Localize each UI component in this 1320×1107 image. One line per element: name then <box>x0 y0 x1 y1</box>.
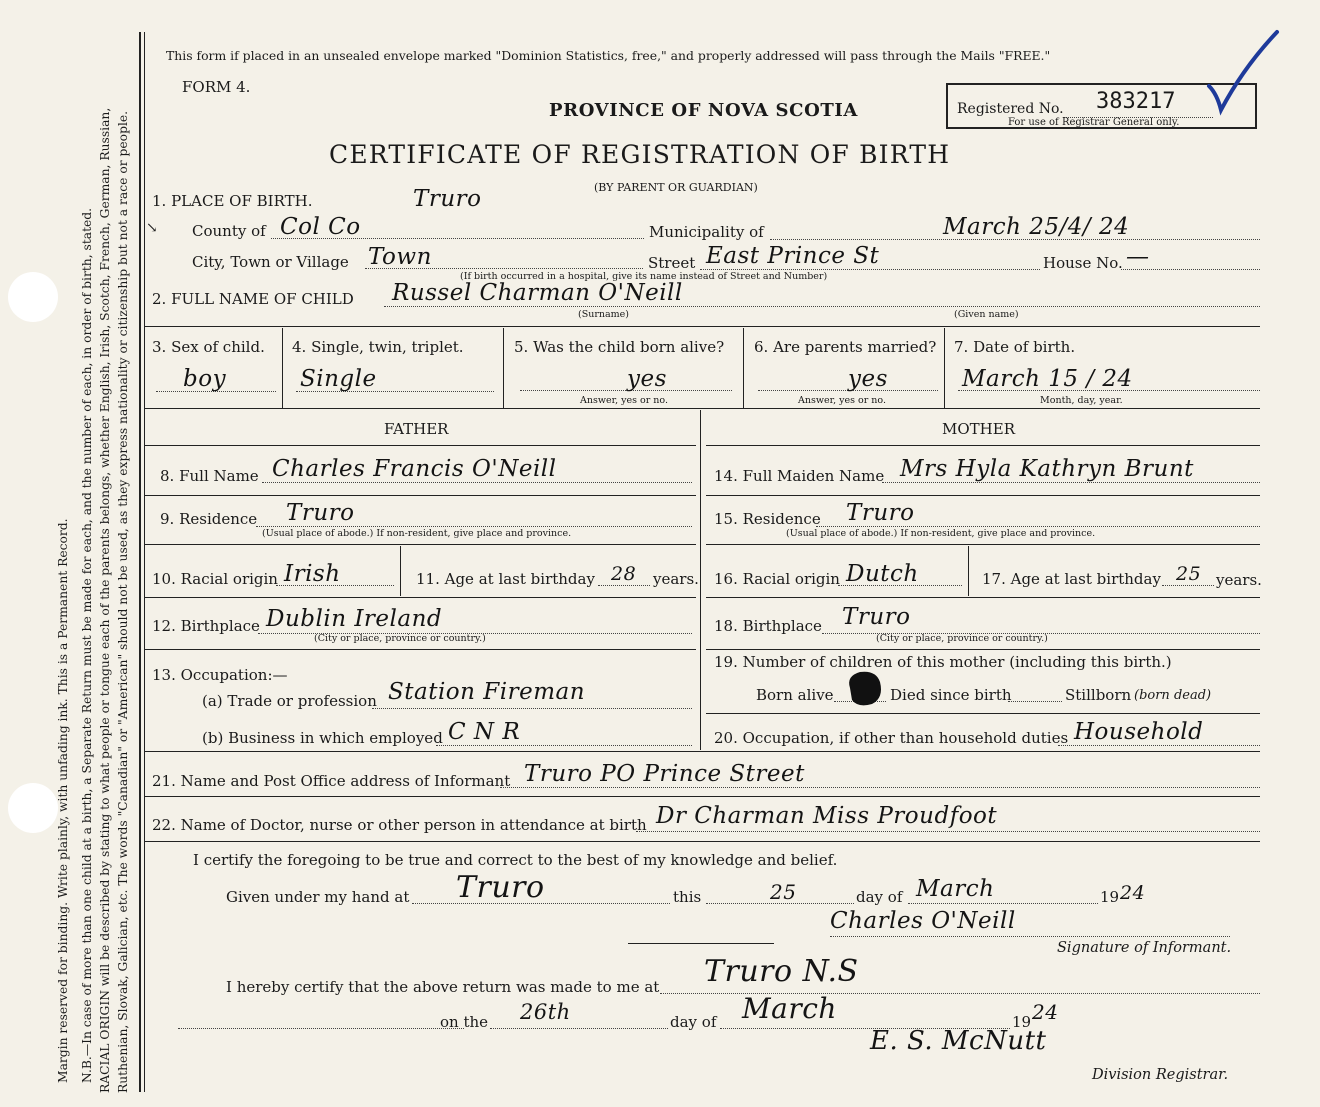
check-mark <box>1203 28 1283 118</box>
father-birthplace-note: (City or place, province or country.) <box>314 633 486 644</box>
father-trade-label: (a) Trade or profession <box>202 692 377 710</box>
day-of-label: day of <box>856 888 903 906</box>
mother-birthplace-note: (City or place, province or country.) <box>876 633 1048 644</box>
born-alive-label: 5. Was the child born alive? <box>514 338 725 356</box>
parents-married-label: 6. Are parents married? <box>754 338 937 356</box>
born-alive-note: Answer, yes or no. <box>580 395 669 406</box>
registration-year-prefix: 19 <box>1012 1013 1032 1031</box>
mother-birthplace-value: Truro <box>842 604 911 630</box>
mother-residence-value: Truro <box>846 500 915 526</box>
date-of-birth-note: Month, day, year. <box>1040 395 1123 406</box>
mother-birthplace-label: 18. Birthplace <box>714 617 822 635</box>
father-heading: FATHER <box>384 420 449 438</box>
father-business-value: C N R <box>448 719 521 745</box>
father-racial-label: 10. Racial origin <box>152 570 278 588</box>
attendant-label: 22. Name of Doctor, nurse or other person in attendance at birth <box>152 816 647 834</box>
surname-note: (Surname) <box>578 309 629 320</box>
mother-residence-label: 15. Residence <box>714 510 821 528</box>
born-alive-count-label: Born alive <box>756 686 834 704</box>
tick-mark: ↘ <box>146 220 158 236</box>
died-since-birth-label: Died since birth <box>890 686 1012 704</box>
given-year-prefix: 19 <box>1100 888 1120 906</box>
mother-occupation-value: Household <box>1074 719 1204 745</box>
city-label: City, Town or Village <box>192 253 349 271</box>
margin-note-1: Margin reserved for binding. Write plainly, with unfading ink. This is a Permanent Record. <box>56 518 70 1083</box>
registrar-use-note: For use of Registrar General only. <box>1008 117 1180 128</box>
house-number-value: — <box>1126 244 1150 270</box>
plurality-label: 4. Single, twin, triplet. <box>292 338 464 356</box>
margin-note-2: N.B.—In case of more than one child at a birth, a Separate Return must be made for each, and the number of each, in order of birth, stated. <box>80 207 94 1083</box>
mother-name-label: 14. Full Maiden Name <box>714 467 885 485</box>
informant-value: Truro PO Prince Street <box>524 761 805 787</box>
plurality-value: Single <box>300 366 377 392</box>
given-day-value: 25 <box>770 880 797 904</box>
on-the-label: on the <box>440 1013 489 1031</box>
mother-years-label: years. <box>1216 571 1262 589</box>
registration-month-value: March <box>742 992 837 1025</box>
father-birthplace-value: Dublin Ireland <box>266 606 443 632</box>
father-years-label: years. <box>653 570 699 588</box>
given-name-note: (Given name) <box>954 309 1019 320</box>
mail-notice: This form if placed in an unsealed envelope marked "Dominion Statistics, free," and properly addressed will pass through the Mails "FREE." <box>166 48 1051 63</box>
day-of-label-2: day of <box>670 1013 717 1031</box>
child-name-value: Russel Charman O'Neill <box>392 280 683 306</box>
sex-label: 3. Sex of child. <box>152 338 265 356</box>
certificate-title: CERTIFICATE OF REGISTRATION OF BIRTH <box>329 140 951 169</box>
rule-after-name <box>144 326 1260 327</box>
mother-occupation-label: 20. Occupation, if other than household duties <box>714 729 1069 747</box>
county-value: Col Co <box>280 214 361 240</box>
registrar-signature-label: Division Registrar. <box>1092 1067 1229 1083</box>
place-of-birth-value: Truro <box>413 186 482 212</box>
certification-divider <box>628 943 774 944</box>
place-of-birth-label: 1. PLACE OF BIRTH. <box>152 192 313 210</box>
municipality-value: March 25/4/ 24 <box>943 214 1130 240</box>
binding-hole-bottom <box>8 783 58 833</box>
born-alive-value: yes <box>627 366 667 392</box>
margin-rule-inner <box>144 32 145 1092</box>
date-of-birth-label: 7. Date of birth. <box>954 338 1076 356</box>
registered-label: Registered No. <box>957 101 1064 117</box>
mother-abode-note: (Usual place of abode.) If non-resident, give place and province. <box>786 528 1096 539</box>
city-value: Town <box>368 244 432 270</box>
mother-racial-label: 16. Racial origin <box>714 570 840 588</box>
registered-number: 383217 <box>1096 89 1176 114</box>
registration-day-value: 26th <box>520 1000 571 1024</box>
margin-note-3: RACIAL ORIGIN will be described by stating to what people or tongue each of the parents belongs, whether English, Irish, Scotch, French, German, Russian, <box>98 107 112 1093</box>
informant-signature: Charles O'Neill <box>830 908 1016 934</box>
father-abode-note: (Usual place of abode.) If non-resident, give place and province. <box>262 528 572 539</box>
stillborn-label: Stillborn <box>1065 686 1132 704</box>
certification-statement: I certify the foregoing to be true and correct to the best of my knowledge and belief. <box>193 851 838 869</box>
county-label: County of <box>192 222 266 240</box>
mother-heading: MOTHER <box>942 420 1015 438</box>
father-residence-value: Truro <box>286 500 355 526</box>
hospital-note: (If birth occurred in a hospital, give its name instead of Street and Number) <box>460 271 828 282</box>
registrar-signature: E. S. McNutt <box>870 1026 1047 1056</box>
given-month-value: March <box>916 876 995 902</box>
informant-label: 21. Name and Post Office address of Informant <box>152 772 511 790</box>
father-business-label: (b) Business in which employed <box>202 729 443 747</box>
this-label: this <box>673 888 702 906</box>
form-number: FORM 4. <box>182 78 251 96</box>
registrar-statement: I hereby certify that the above return was made to me at <box>226 978 660 996</box>
certificate-subtitle: (BY PARENT OR GUARDIAN) <box>594 181 758 194</box>
mother-age-label: 17. Age at last birthday <box>982 570 1161 588</box>
father-age-label: 11. Age at last birthday <box>416 570 595 588</box>
municipality-label: Municipality of <box>649 223 764 241</box>
parents-married-value: yes <box>848 366 888 392</box>
center-divider <box>700 410 701 750</box>
parents-married-note: Answer, yes or no. <box>798 395 887 406</box>
given-year-value: 24 <box>1120 882 1146 904</box>
given-under-hand-label: Given under my hand at <box>226 888 410 906</box>
attendant-value: Dr Charman Miss Proudfoot <box>656 803 998 829</box>
father-residence-label: 9. Residence <box>160 510 258 528</box>
children-count-label: 19. Number of children of this mother (including this birth.) <box>714 653 1172 671</box>
child-name-label: 2. FULL NAME OF CHILD <box>152 290 354 308</box>
father-racial-value: Irish <box>284 561 341 587</box>
binding-hole-top <box>8 272 58 322</box>
street-label: Street <box>648 254 696 272</box>
father-occupation-label: 13. Occupation:— <box>152 666 288 684</box>
mother-name-value: Mrs Hyla Kathryn Brunt <box>900 456 1194 482</box>
province-heading: PROVINCE OF NOVA SCOTIA <box>549 100 858 121</box>
date-of-birth-value: March 15 / 24 <box>962 366 1133 392</box>
house-number-label: House No. <box>1043 254 1123 272</box>
informant-signature-label: Signature of Informant. <box>1057 940 1232 956</box>
margin-note-4: Ruthenian, Slovak, Galician, etc. The words "Canadian" or "American" should not be used, as they express nationality or citizenship but not a race or people. <box>116 110 130 1093</box>
father-name-label: 8. Full Name <box>160 467 259 485</box>
stillborn-note: (born dead) <box>1134 688 1212 703</box>
registration-year-value: 24 <box>1032 1000 1059 1024</box>
father-name-value: Charles Francis O'Neill <box>272 456 557 482</box>
mother-age-value: 25 <box>1176 563 1202 585</box>
margin-rule <box>139 32 141 1092</box>
given-place-value: Truro <box>456 870 545 905</box>
sex-value: boy <box>183 366 227 392</box>
mother-racial-value: Dutch <box>846 561 919 587</box>
registrar-place-value: Truro N.S <box>704 954 859 989</box>
street-value: East Prince St <box>706 243 880 269</box>
father-trade-value: Station Fireman <box>388 679 586 705</box>
ink-blot <box>842 668 884 708</box>
father-age-value: 28 <box>611 563 637 585</box>
father-birthplace-label: 12. Birthplace <box>152 617 260 635</box>
